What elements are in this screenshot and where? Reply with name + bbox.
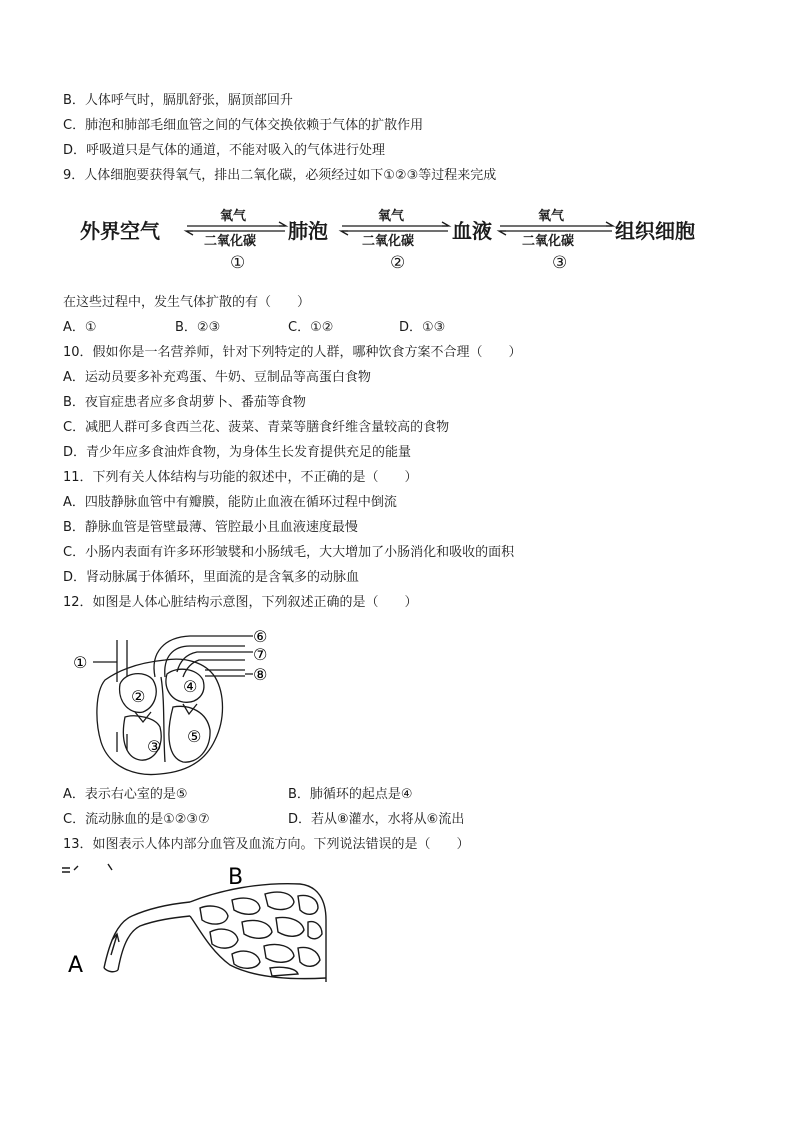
q12-option-b: B．肺循环的起点是④ [288, 787, 413, 802]
heart-label-1: ① [73, 653, 88, 672]
vessel-label-b: B [228, 865, 244, 890]
blood-vessel-diagram [60, 860, 330, 985]
process-number-3: ③ [552, 253, 568, 273]
process-number-2: ② [390, 253, 406, 273]
co2-label-2: 二氧化碳 [362, 234, 415, 249]
q11-option-a: A．四肢静脉血管中有瓣膜，能防止血液在循环过程中倒流 [63, 495, 397, 510]
q10-option-a: A．运动员要多补充鸡蛋、牛奶、豆制品等高蛋白食物 [63, 370, 371, 385]
heart-diagram [65, 622, 275, 782]
node-alveoli: 肺泡 [288, 219, 328, 243]
q8-option-c: C．肺泡和肺部毛细血管之间的气体交换依赖于气体的扩散作用 [63, 118, 424, 133]
q12-option-c: C．流动脉血的是①②③⑦ [63, 812, 210, 827]
q10-option-b: B．夜盲症患者应多食胡萝卜、番茄等食物 [63, 395, 306, 410]
q8-option-b: B．人体呼气时，膈肌舒张，膈顶部回升 [63, 93, 293, 108]
q10-stem: 10．假如你是一名营养师，针对下列特定的人群，哪种饮食方案不合理（ ） [63, 345, 522, 360]
q9-option-d: D．①③ [399, 320, 446, 335]
gas-exchange-diagram [80, 205, 720, 280]
heart-label-7: ⑦ [253, 645, 268, 664]
q11-option-b: B．静脉血管是管壁最薄、管腔最小且血液速度最慢 [63, 520, 358, 535]
o2-label-1: 氧气 [220, 209, 247, 224]
q9-option-b: B．②③ [175, 320, 221, 335]
q9-option-a: A．① [63, 320, 97, 335]
o2-label-2: 氧气 [378, 209, 405, 224]
q9-option-c: C．①② [288, 320, 334, 335]
vessel-label-a: A [68, 953, 84, 978]
q11-stem: 11．下列有关人体结构与功能的叙述中，不正确的是（ ） [63, 470, 418, 485]
q12-stem: 12．如图是人体心脏结构示意图，下列叙述正确的是（ ） [63, 595, 418, 610]
q11-option-c: C．小肠内表面有许多环形皱襞和小肠绒毛，大大增加了小肠消化和吸收的面积 [63, 545, 515, 560]
heart-label-4: ④ [183, 677, 198, 696]
heart-label-6: ⑥ [253, 627, 268, 646]
process-number-1: ① [230, 253, 246, 273]
heart-label-8: ⑧ [253, 665, 268, 684]
node-tissue-cells: 组织细胞 [615, 219, 695, 243]
o2-label-3: 氧气 [538, 209, 565, 224]
co2-label-3: 二氧化碳 [522, 234, 575, 249]
q12-option-a: A．表示右心室的是⑤ [63, 787, 188, 802]
q12-option-d: D．若从⑧灌水，水将从⑥流出 [288, 812, 465, 827]
q10-option-d: D．青少年应多食油炸食物，为身体生长发育提供充足的能量 [63, 445, 412, 460]
q8-option-d: D．呼吸道只是气体的通道，不能对吸入的气体进行处理 [63, 143, 386, 158]
q13-stem: 13．如图表示人体内部分血管及血流方向。下列说法错误的是（ ） [63, 837, 470, 852]
co2-label-1: 二氧化碳 [204, 234, 257, 249]
q9-question: 在这些过程中，发生气体扩散的有（ ） [63, 295, 311, 310]
node-outside-air: 外界空气 [80, 219, 160, 243]
q11-option-d: D．肾动脉属于体循环，里面流的是含氧多的动脉血 [63, 570, 360, 585]
heart-label-2: ② [131, 687, 146, 706]
node-blood: 血液 [452, 219, 492, 243]
heart-label-5: ⑤ [187, 727, 202, 746]
q10-option-c: C．减肥人群可多食西兰花、菠菜、青菜等膳食纤维含量较高的食物 [63, 420, 450, 435]
heart-label-3: ③ [147, 737, 162, 756]
q9-stem: 9．人体细胞要获得氧气，排出二氧化碳，必须经过如下①②③等过程来完成 [63, 168, 497, 183]
